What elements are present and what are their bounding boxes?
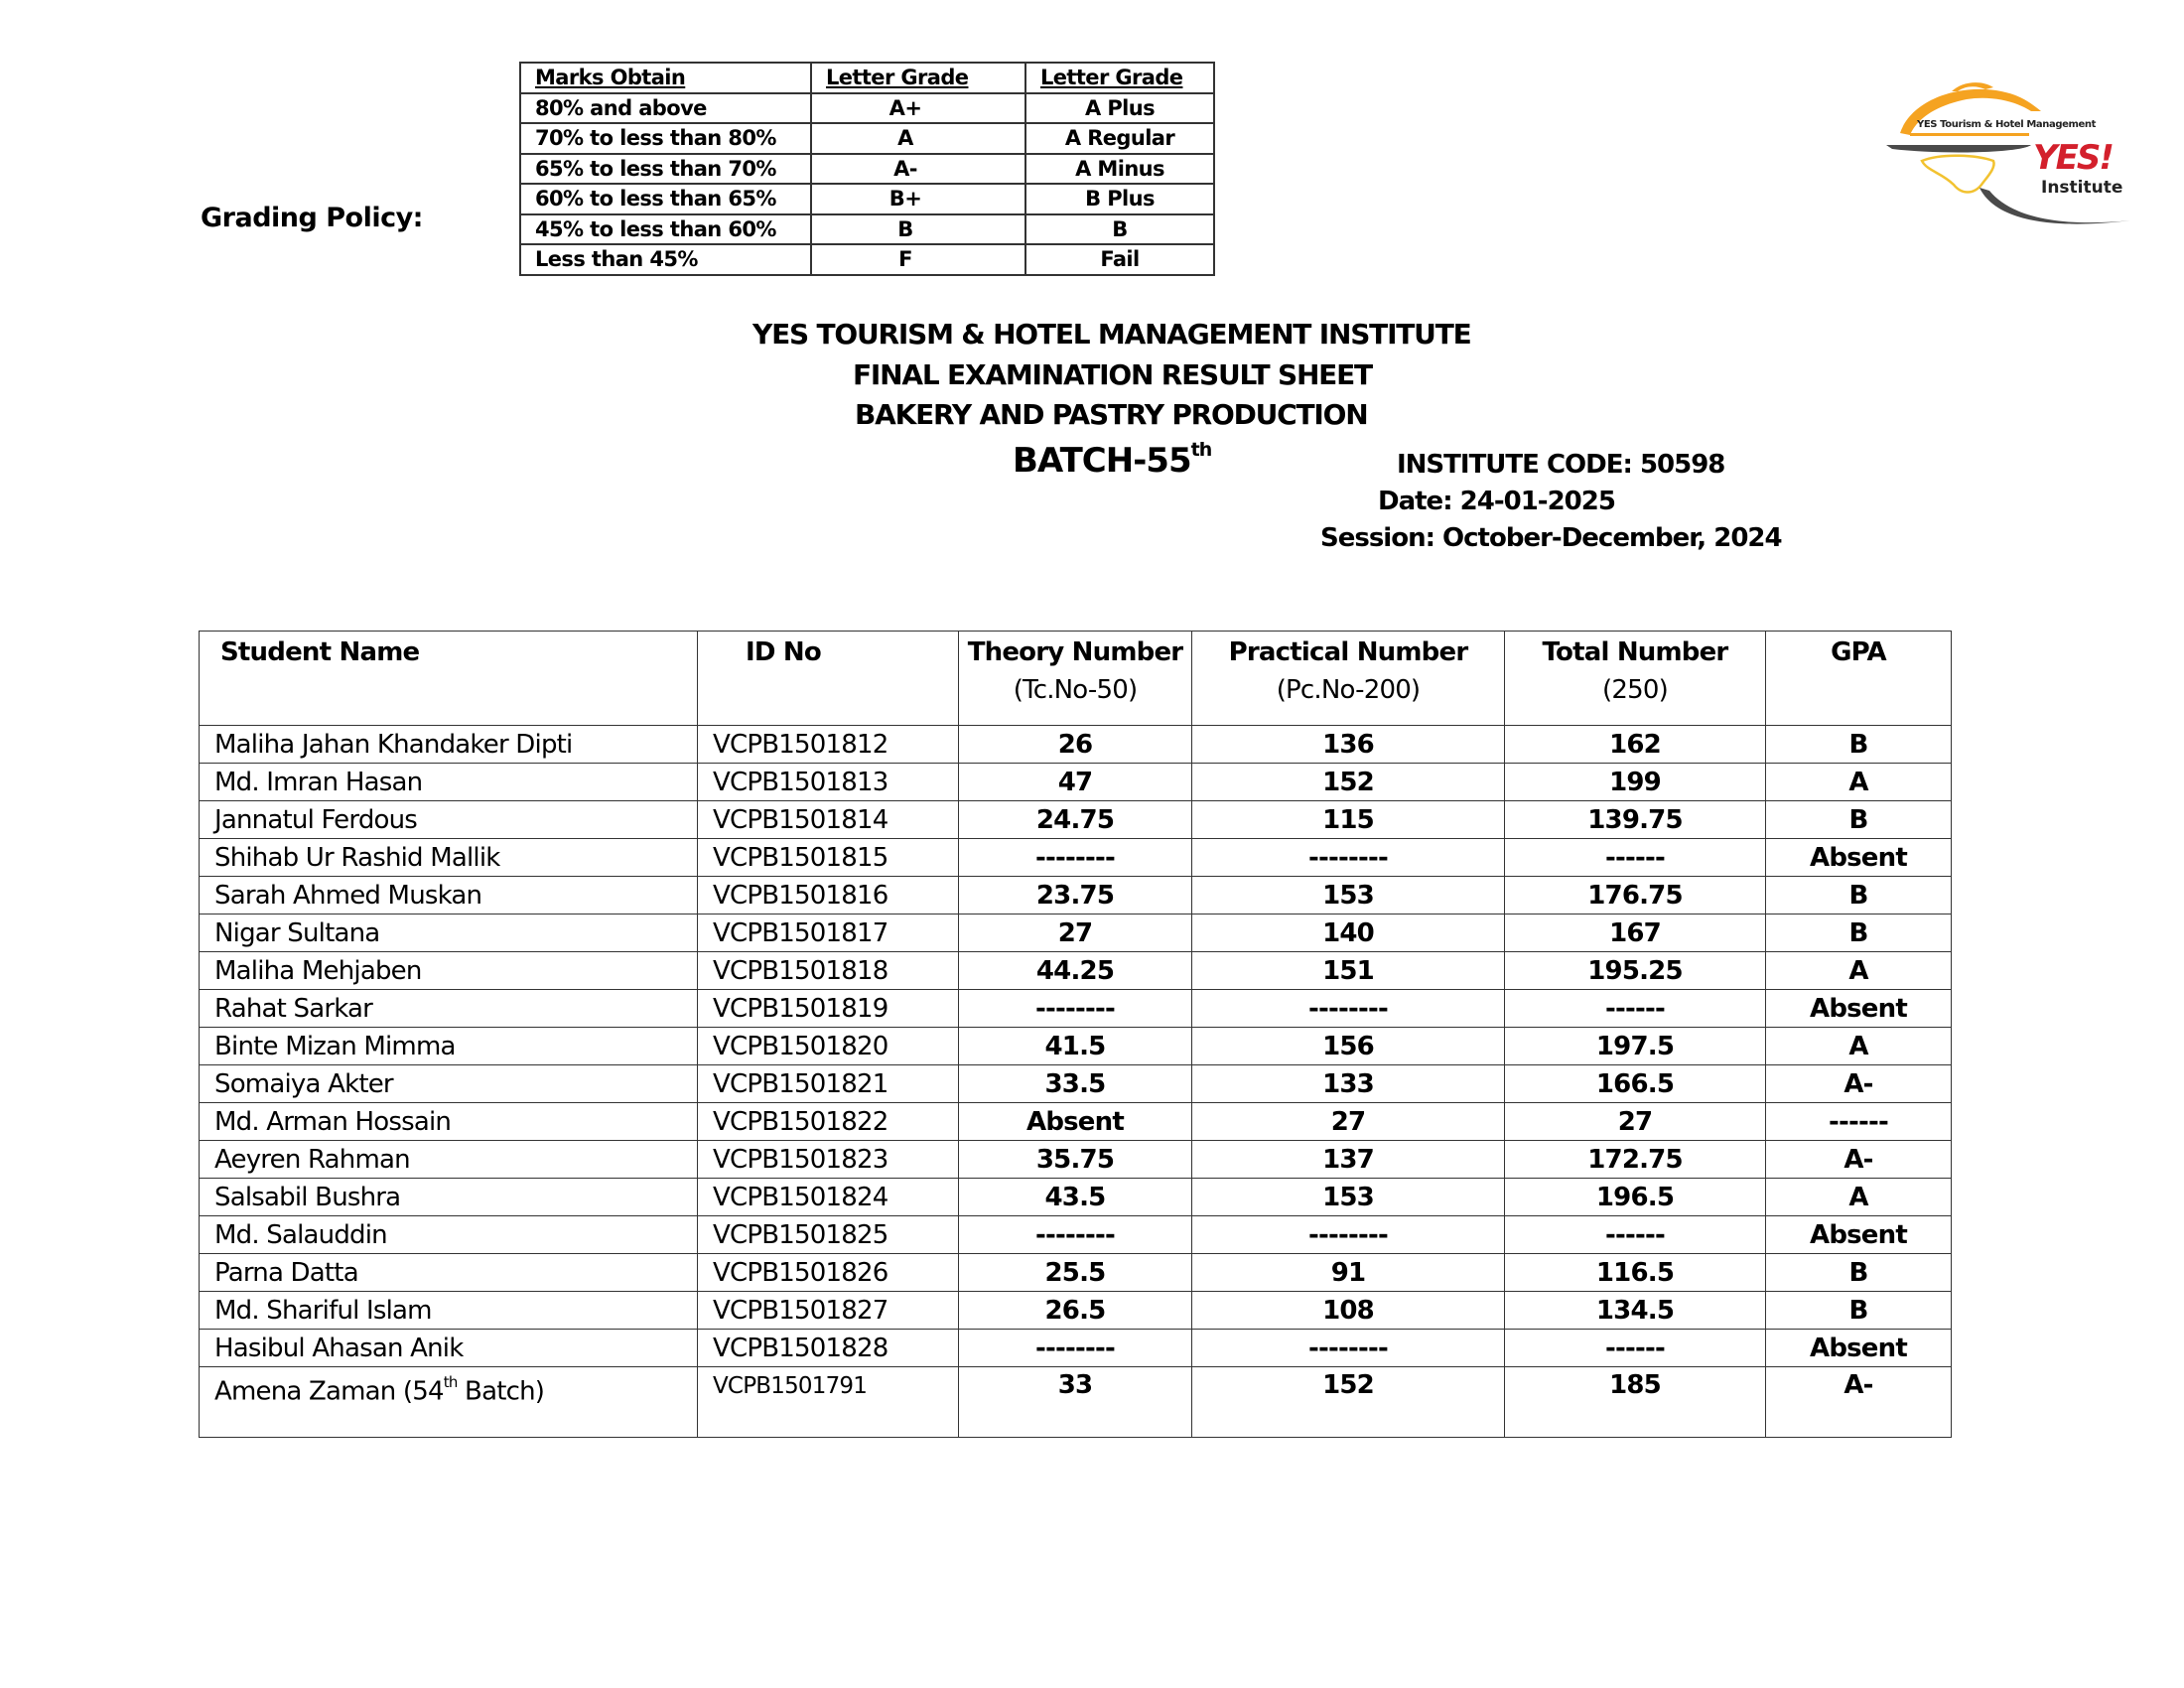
grading-letter-grade: F: [811, 244, 1025, 275]
student-name: Binte Mizan Mimma: [200, 1028, 698, 1065]
results-table: [199, 631, 1952, 1438]
grading-header-marks: Marks Obtain: [520, 63, 811, 93]
institute-code: INSTITUTE CODE: 50598: [1397, 450, 1725, 480]
grading-marks-range: Less than 45%: [520, 244, 811, 275]
gpa-value: B: [1766, 914, 1952, 952]
table-row: [200, 1065, 1952, 1103]
grading-row: [520, 184, 1214, 214]
student-id: VCPB1501818: [698, 952, 959, 990]
logo-tray-shape: [1886, 145, 2031, 152]
grading-policy-label: Grading Policy:: [201, 203, 423, 233]
student-name: Md. Arman Hossain: [200, 1103, 698, 1141]
column-header-practical: [1192, 632, 1505, 726]
theory-score: 27: [959, 914, 1192, 952]
student-id: VCPB1501821: [698, 1065, 959, 1103]
student-name: Jannatul Ferdous: [200, 801, 698, 839]
theory-score: 33.5: [959, 1065, 1192, 1103]
grading-letter-grade: B+: [811, 184, 1025, 214]
gpa-value: B: [1766, 877, 1952, 914]
column-header-id: ID No: [698, 632, 959, 726]
grading-letter-grade: B: [811, 214, 1025, 245]
practical-score: 137: [1192, 1141, 1505, 1179]
result-date: Date: 24-01-2025: [1378, 487, 1615, 516]
theory-score: 43.5: [959, 1179, 1192, 1216]
student-name: Salsabil Bushra: [200, 1179, 698, 1216]
student-id: VCPB1501826: [698, 1254, 959, 1292]
grading-marks-range: 70% to less than 80%: [520, 123, 811, 154]
theory-score: 26: [959, 726, 1192, 764]
student-id: VCPB1501817: [698, 914, 959, 952]
student-id: VCPB1501791: [698, 1367, 959, 1438]
gpa-value: B: [1766, 1292, 1952, 1330]
grading-letter-grade: A: [811, 123, 1025, 154]
table-row: [200, 1103, 1952, 1141]
theory-score: 25.5: [959, 1254, 1192, 1292]
student-name: Aeyren Rahman: [200, 1141, 698, 1179]
gpa-value: B: [1766, 1254, 1952, 1292]
student-name: Maliha Mehjaben: [200, 952, 698, 990]
grading-grade-name: A Regular: [1025, 123, 1214, 154]
table-row: [200, 1292, 1952, 1330]
practical-score: --------: [1192, 1216, 1505, 1254]
table-row: [200, 877, 1952, 914]
theory-score: 24.75: [959, 801, 1192, 839]
grading-header-letter-grade-name: Letter Grade: [1025, 63, 1214, 93]
grading-header-letter-grade: Letter Grade: [811, 63, 1025, 93]
table-row: [200, 1330, 1952, 1367]
logo-sub: Institute: [2041, 178, 2123, 198]
table-row: [200, 839, 1952, 877]
practical-score: 156: [1192, 1028, 1505, 1065]
student-id: VCPB1501815: [698, 839, 959, 877]
practical-score: 153: [1192, 877, 1505, 914]
student-id: VCPB1501819: [698, 990, 959, 1028]
gpa-value: A: [1766, 952, 1952, 990]
grading-row: [520, 123, 1214, 154]
gpa-value: A-: [1766, 1367, 1952, 1438]
batch-label: BATCH-55: [1013, 441, 1191, 481]
theory-header-line1: Theory Number: [967, 637, 1183, 667]
grading-row: [520, 154, 1214, 185]
student-name-sup: th: [443, 1373, 458, 1391]
gpa-value: A-: [1766, 1065, 1952, 1103]
institute-title: YES TOURISM & HOTEL MANAGEMENT INSTITUTE: [752, 318, 1471, 351]
theory-score: --------: [959, 990, 1192, 1028]
course-title: BAKERY AND PASTRY PRODUCTION: [855, 398, 1368, 431]
logo-hand-shape: [1922, 156, 1994, 193]
gpa-value: ------: [1766, 1103, 1952, 1141]
student-id: VCPB1501822: [698, 1103, 959, 1141]
grading-policy-table: [519, 62, 1215, 276]
column-header-theory: [959, 632, 1192, 726]
grading-grade-name: B Plus: [1025, 184, 1214, 214]
student-name: Nigar Sultana: [200, 914, 698, 952]
gpa-value: A: [1766, 764, 1952, 801]
practical-score: 136: [1192, 726, 1505, 764]
institute-logo: [1882, 73, 2150, 242]
results-header-row: [200, 632, 1952, 726]
student-name: Rahat Sarkar: [200, 990, 698, 1028]
grading-row: [520, 244, 1214, 275]
gpa-value: Absent: [1766, 990, 1952, 1028]
total-score: ------: [1505, 839, 1766, 877]
total-score: 139.75: [1505, 801, 1766, 839]
grading-header-row: [520, 63, 1214, 93]
total-score: 166.5: [1505, 1065, 1766, 1103]
table-row: [200, 952, 1952, 990]
gpa-value: Absent: [1766, 1216, 1952, 1254]
gpa-value: A-: [1766, 1141, 1952, 1179]
total-score: 195.25: [1505, 952, 1766, 990]
grading-grade-name: A Minus: [1025, 154, 1214, 185]
student-id: VCPB1501820: [698, 1028, 959, 1065]
student-name: Parna Datta: [200, 1254, 698, 1292]
gpa-value: B: [1766, 801, 1952, 839]
practical-score: 153: [1192, 1179, 1505, 1216]
grading-letter-grade: A-: [811, 154, 1025, 185]
practical-score: 108: [1192, 1292, 1505, 1330]
student-id: VCPB1501823: [698, 1141, 959, 1179]
practical-score: 152: [1192, 1367, 1505, 1438]
logo-brand: YES!: [2033, 138, 2113, 178]
student-name: Md. Imran Hasan: [200, 764, 698, 801]
table-row: [200, 1216, 1952, 1254]
table-row: [200, 801, 1952, 839]
theory-score: --------: [959, 839, 1192, 877]
total-header-line1: Total Number: [1542, 637, 1728, 667]
student-name: Md. Shariful Islam: [200, 1292, 698, 1330]
practical-score: 133: [1192, 1065, 1505, 1103]
sheet-title: FINAL EXAMINATION RESULT SHEET: [853, 358, 1372, 391]
student-id: VCPB1501813: [698, 764, 959, 801]
table-row: [200, 1179, 1952, 1216]
student-id: VCPB1501825: [698, 1216, 959, 1254]
total-score: 172.75: [1505, 1141, 1766, 1179]
theory-score: --------: [959, 1330, 1192, 1367]
total-score: 185: [1505, 1367, 1766, 1438]
theory-score: 33: [959, 1367, 1192, 1438]
student-name: Somaiya Akter: [200, 1065, 698, 1103]
theory-score: 35.75: [959, 1141, 1192, 1179]
student-name: Shihab Ur Rashid Mallik: [200, 839, 698, 877]
practical-score: 152: [1192, 764, 1505, 801]
total-score: 162: [1505, 726, 1766, 764]
theory-header-line2: (Tc.No-50): [1013, 675, 1138, 705]
column-header-gpa: GPA: [1766, 632, 1952, 726]
total-header-line2: (250): [1602, 675, 1668, 705]
student-id: VCPB1501812: [698, 726, 959, 764]
practical-score: 140: [1192, 914, 1505, 952]
gpa-value: B: [1766, 726, 1952, 764]
grading-marks-range: 80% and above: [520, 93, 811, 124]
grading-marks-range: 65% to less than 70%: [520, 154, 811, 185]
student-name: Maliha Jahan Khandaker Dipti: [200, 726, 698, 764]
student-id: VCPB1501827: [698, 1292, 959, 1330]
theory-score: 41.5: [959, 1028, 1192, 1065]
theory-score: 44.25: [959, 952, 1192, 990]
total-score: 196.5: [1505, 1179, 1766, 1216]
theory-score: --------: [959, 1216, 1192, 1254]
column-header-student-name: Student Name: [200, 632, 698, 726]
gpa-value: Absent: [1766, 839, 1952, 877]
table-row: [200, 914, 1952, 952]
table-row: [200, 1028, 1952, 1065]
grading-marks-range: 45% to less than 60%: [520, 214, 811, 245]
total-score: 197.5: [1505, 1028, 1766, 1065]
table-row: [200, 726, 1952, 764]
student-id: VCPB1501824: [698, 1179, 959, 1216]
total-score: 199: [1505, 764, 1766, 801]
student-id: VCPB1501828: [698, 1330, 959, 1367]
table-row: [200, 1254, 1952, 1292]
total-score: 116.5: [1505, 1254, 1766, 1292]
theory-score: 47: [959, 764, 1192, 801]
practical-score: 27: [1192, 1103, 1505, 1141]
gpa-value: Absent: [1766, 1330, 1952, 1367]
grading-marks-range: 60% to less than 65%: [520, 184, 811, 214]
student-name: Md. Salauddin: [200, 1216, 698, 1254]
practical-header-line1: Practical Number: [1228, 637, 1468, 667]
total-score: ------: [1505, 1216, 1766, 1254]
student-name: [200, 1367, 698, 1438]
total-score: ------: [1505, 990, 1766, 1028]
grading-grade-name: B: [1025, 214, 1214, 245]
student-name: Sarah Ahmed Muskan: [200, 877, 698, 914]
practical-score: 91: [1192, 1254, 1505, 1292]
practical-score: 115: [1192, 801, 1505, 839]
gpa-value: A: [1766, 1028, 1952, 1065]
theory-score: 23.75: [959, 877, 1192, 914]
grading-row: [520, 93, 1214, 124]
session-period: Session: October-December, 2024: [1320, 523, 1782, 553]
logo-line-shape: [1910, 133, 2029, 136]
table-row: [200, 1141, 1952, 1179]
total-score: 176.75: [1505, 877, 1766, 914]
student-name-prefix: Amena Zaman (54: [214, 1376, 444, 1407]
gpa-value: A: [1766, 1179, 1952, 1216]
theory-score: Absent: [959, 1103, 1192, 1141]
grading-grade-name: Fail: [1025, 244, 1214, 275]
table-row: [200, 764, 1952, 801]
theory-score: 26.5: [959, 1292, 1192, 1330]
total-score: 167: [1505, 914, 1766, 952]
grading-letter-grade: A+: [811, 93, 1025, 124]
total-score: 134.5: [1505, 1292, 1766, 1330]
student-id: VCPB1501816: [698, 877, 959, 914]
practical-score: --------: [1192, 990, 1505, 1028]
table-row: [200, 1367, 1952, 1438]
student-id: VCPB1501814: [698, 801, 959, 839]
logo-tagline: YES Tourism & Hotel Management: [1917, 119, 2096, 130]
batch-suffix: th: [1190, 438, 1212, 461]
total-score: 27: [1505, 1103, 1766, 1141]
practical-score: 151: [1192, 952, 1505, 990]
practical-score: --------: [1192, 839, 1505, 877]
batch-title: [1013, 438, 1212, 481]
column-header-total: [1505, 632, 1766, 726]
student-name: Hasibul Ahasan Anik: [200, 1330, 698, 1367]
practical-score: --------: [1192, 1330, 1505, 1367]
practical-header-line2: (Pc.No-200): [1276, 675, 1421, 705]
total-score: ------: [1505, 1330, 1766, 1367]
cloche-logo-icon: [1882, 73, 2150, 242]
table-row: [200, 990, 1952, 1028]
grading-grade-name: A Plus: [1025, 93, 1214, 124]
grading-row: [520, 214, 1214, 245]
student-name-suffix: Batch): [457, 1376, 545, 1407]
